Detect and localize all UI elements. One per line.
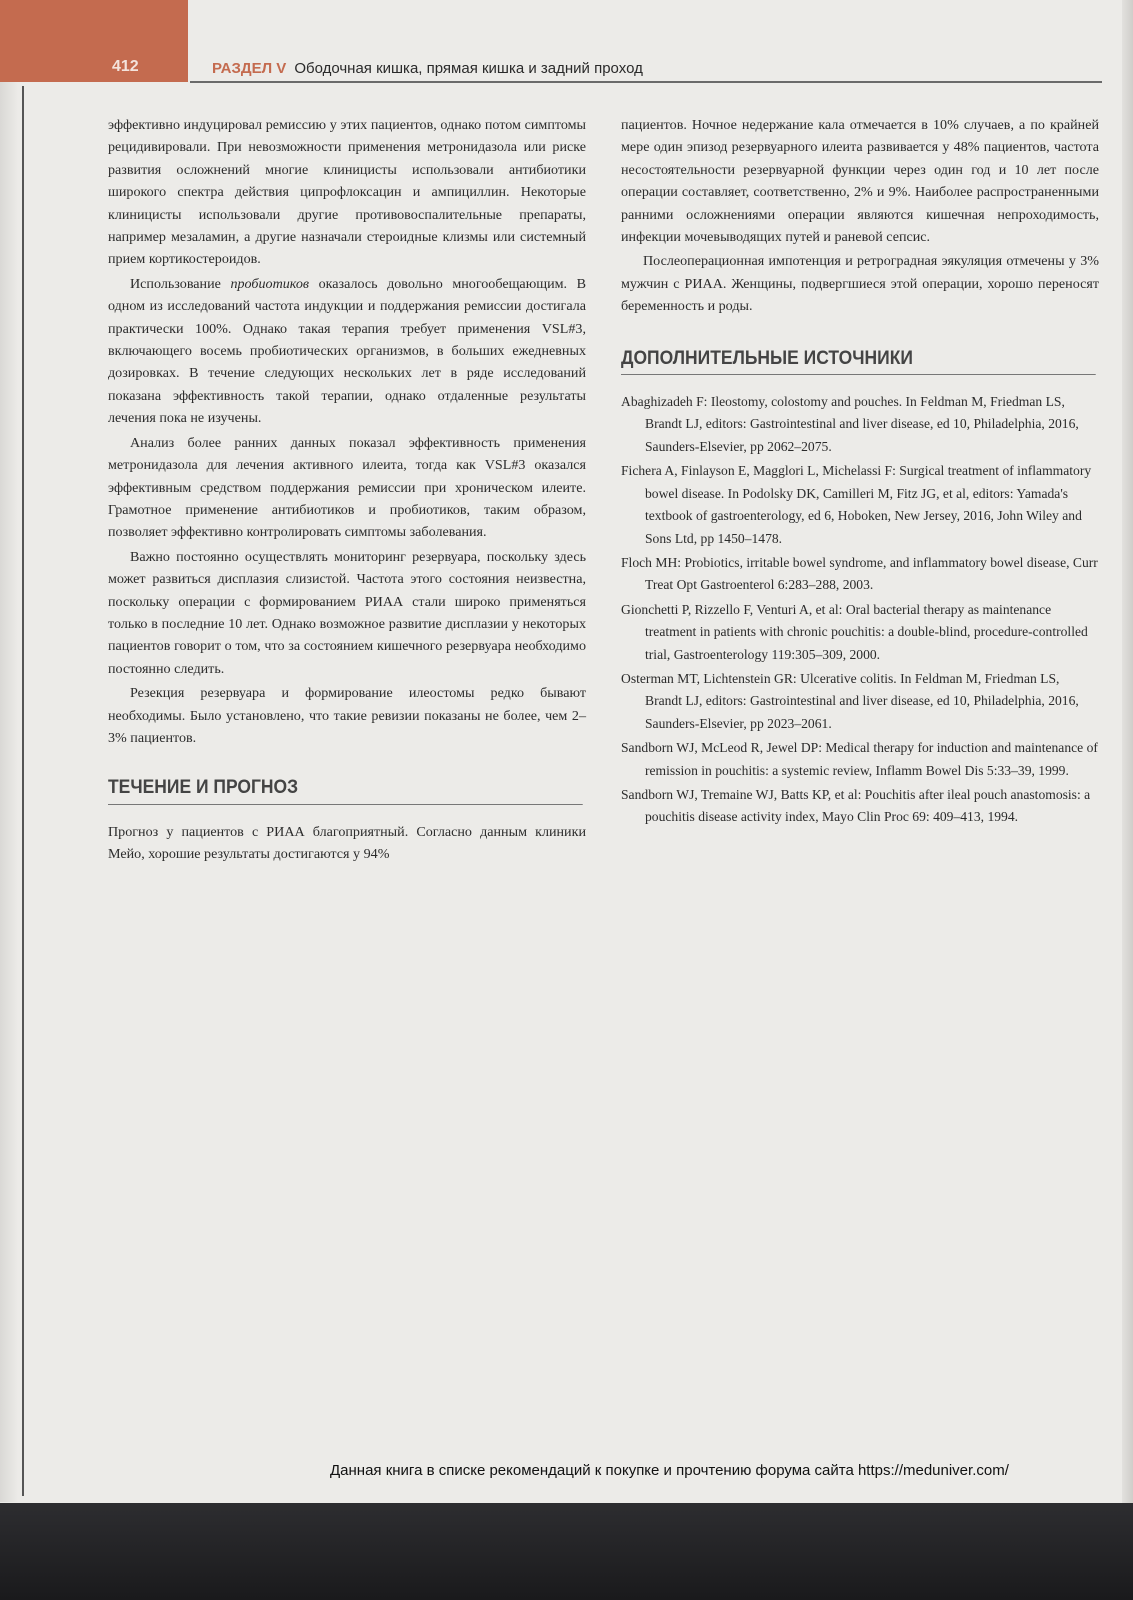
- emphasis: пробиотиков: [230, 275, 310, 292]
- page-number: 412: [112, 58, 139, 75]
- reference-item: Osterman MT, Lichtenstein GR: Ulcerative colitis. In Feldman M, Friedman LS, Brandt LJ, editors: Gastrointestinal and liver disease, ed 10, Philadelphia, 2016, Saunders-Elsevier, pp 2023–2061.: [621, 670, 1079, 731]
- right-column: [621, 114, 1099, 831]
- page-number-box: [0, 0, 188, 82]
- paragraph-probiotics: [108, 273, 586, 430]
- section-heading: ДОПОЛНИТЕЛЬНЫЕ ИСТОЧНИКИ: [621, 348, 1096, 375]
- reference-item: Fichera A, Finlayson E, Magglori L, Michelassi F: Surgical treatment of inflammatory bowel disease. In Podolsky DK, Camilleri M, Fitz JG, et al, editors: Yamada's textbook of gastroenterology, ed 6, Hoboken, New Jersey, 2016, John Wiley and Sons Ltd, pp 1450–1478.: [621, 463, 1092, 546]
- paragraph: Резекция резервуара и формирование илеостомы редко бывают необходимы. Было установлено, что такие ревизии показаны не более, чем 2–3% пациентов.: [108, 685, 586, 746]
- paragraph: Важно постоянно осуществлять мониторинг резервуара, поскольку здесь может развиться дисплазия слизистой. Частота этого состояния неизвестна, поскольку операции с формированием РИАА стали широко применяться только в последние 10 лет. Однако возможное развитие дисплазии у некоторых пациентов говорит о том, что за состоянием кишечного резервуара необходимо постоянно следить.: [108, 548, 586, 677]
- paragraph: пациентов. Ночное недержание кала отмечается в 10% случаев, а по крайней мере один эпизод резервуарного илеита развивается у 48% пациентов, частота несостоятельности резервуарной функции через один год и 10 лет после операции составляет, соответственно, 2% и 9%. Наиболее распространенными ранними осложнениями операции являются кишечная непроходимость, инфекции мочевыводящих путей и раневой сепсис.: [621, 117, 1099, 246]
- scan-bottom-band: [0, 1503, 1133, 1600]
- text-run: Использование: [130, 275, 231, 292]
- page-edge-line: [22, 86, 24, 1496]
- reference-item: Abaghizadeh F: Ileostomy, colostomy and pouches. In Feldman M, Friedman LS, Brandt LJ, editors: Gastrointestinal and liver disease, ed 10, Philadelphia, 2016, Saunders-Elsevier, pp 2062–2075.: [621, 394, 1079, 454]
- paragraph: Прогноз у пациентов с РИАА благоприятный. Согласно данным клиники Мейо, хорошие результаты достигаются у 94%: [108, 823, 586, 863]
- reference-item: Sandborn WJ, Tremaine WJ, Batts KP, et al: Pouchitis after ileal pouch anastomosis: a pouchitis disease activity index, Mayo Clin Proc 69: 409–413, 1994.: [621, 786, 1091, 825]
- section-title: Ободочная кишка, прямая кишка и задний проход: [294, 60, 643, 77]
- section-heading: ТЕЧЕНИЕ И ПРОГНОЗ: [108, 777, 583, 804]
- section-label: РАЗДЕЛ V: [212, 60, 287, 77]
- reference-item: Sandborn WJ, McLeod R, Jewel DP: Medical therapy for induction and maintenance of remission in pouchitis: a systemic review, Inflamm Bowel Dis 5:33–39, 1999.: [621, 740, 1098, 778]
- paragraph: Анализ более ранних данных показал эффективность применения метронидазола для лечения активного илеита, тогда как VSL#3 оказался эффективным средством поддержания ремиссии при хроническом илеите. Грамотное применение антибиотиков и пробиотиков, таким образом, позволяет эффективно контролировать симптомы заболевания.: [108, 434, 586, 541]
- header-rule: [190, 81, 1102, 83]
- reference-item: Floch MH: Probiotics, irritable bowel syndrome, and inflammatory bowel disease, Curr Treat Opt Gastroenterol 6:283–288, 2003.: [621, 554, 1098, 593]
- left-column: [108, 114, 586, 868]
- text-run: оказалось довольно многообещающим. В одном из исследований частота индукции и поддержания ремиссии достигала практически 100%. Однако такая терапия требует применения VSL#3, включающего восемь пробиотических организмов, в больших ежедневных дозировках. В течение следующих нескольких лет в ряде исследований показана эффективность такой терапии, однако отдаленные результаты лечения пока не изучены.: [108, 275, 586, 427]
- paragraph: Послеоперационная импотенция и ретроградная эякуляция отмечены у 3% мужчин с РИАА. Женщины, подвергшиеся этой операции, хорошо переносят беременность и роды.: [621, 253, 1099, 315]
- running-head: [212, 60, 643, 77]
- page-edge-shadow: [0, 82, 18, 1502]
- reference-item: Gionchetti P, Rizzello F, Venturi A, et al: Oral bacterial therapy as maintenance treatment in patients with chronic pouchitis: a double-blind, procedure-controlled trial, Gastroenterology 119:305–309, 2000.: [621, 601, 1088, 662]
- right-page-edge: [1122, 0, 1133, 1503]
- paragraph: эффективно индуцировал ремиссию у этих пациентов, однако потом симптомы рецидивировали. При невозможности применения метронидазола или риске развития осложнений многие клиницисты использовали антибиотики широкого спектра действия ципрофлоксацин и ампициллин. Некоторые клиницисты использовали другие противовоспалительные препараты, например мезаламин, а другие назначали стероидные клизмы или системный прием кортикостероидов.: [108, 117, 586, 268]
- reference-list: [621, 391, 1099, 829]
- footer-note: Данная книга в списке рекомендаций к покупке и прочтению форума сайта https://meduniver.com/: [330, 1462, 1009, 1479]
